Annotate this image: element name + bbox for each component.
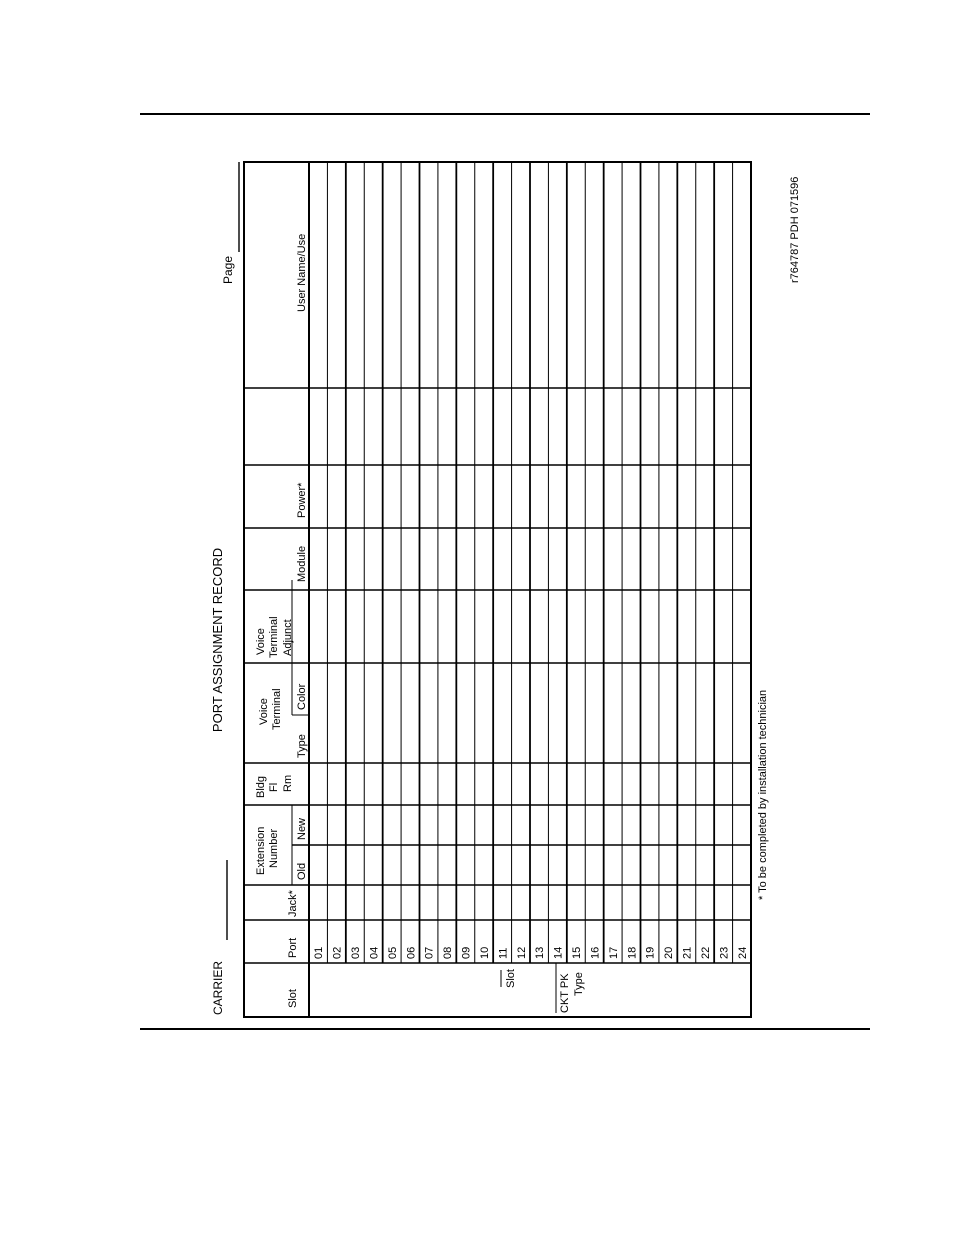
port-number: 18 [626,946,639,959]
port-number: 20 [663,946,676,959]
page-field [221,162,239,284]
header-type: Type [296,734,308,758]
header-bldg: Bldg [255,775,267,798]
top-rule [140,113,870,115]
header-fl: Fl [268,782,280,792]
header-port: Port [287,937,299,958]
header-module: Module [296,545,308,582]
port-number: 06 [405,946,418,959]
port-number: 01 [313,946,326,959]
port-number: 10 [478,946,491,959]
header-extension-2: Number [268,828,280,868]
port-assignment-form [212,160,812,1020]
port-number: 15 [571,946,584,959]
port-number: 21 [681,946,694,959]
figure-id: r764787 PDH 071596 [789,176,801,283]
carrier-field [211,860,227,1015]
port-number: 08 [442,946,455,959]
port-number: 02 [331,946,344,959]
port-number: 07 [423,946,436,959]
row-rules [327,162,732,963]
header-adjunct-1: Voice [255,628,267,655]
header-jack: Jack* [287,890,299,917]
port-number: 04 [368,946,381,959]
slot-side-labels [501,963,585,1013]
header-extension-1: Extension [255,826,267,875]
header-new: New [296,817,308,840]
port-number: 22 [699,946,712,959]
port-number: 14 [552,946,565,959]
column-separators [244,388,751,963]
port-number: 16 [589,946,602,959]
port-number: 13 [534,946,547,959]
port-number: 09 [460,946,473,959]
form-title: PORT ASSIGNMENT RECORD [210,547,225,733]
port-number: 24 [736,946,749,959]
page-label: Page [221,255,235,284]
port-number: 11 [497,947,510,959]
header-voice-terminal-1: Voice [258,698,270,725]
footnote: * To be completed by installation technician [757,689,769,900]
header-color: Color [296,683,308,710]
bottom-rule [140,1028,870,1030]
header-voice-terminal-2: Terminal [271,688,283,730]
header-slot: Slot [287,989,299,1008]
header-adjunct-3: Adjunct [282,619,294,656]
port-number: 23 [718,946,731,959]
port-number: 05 [386,946,399,959]
slot-side-ckt-pk: CKT PK [559,973,571,1013]
port-number: 12 [515,946,528,959]
form-drawing [212,160,812,1020]
header-old: Old [296,862,308,880]
header-power: Power* [296,482,308,518]
carrier-label: CARRIER [211,960,225,1015]
port-numbers [313,947,749,959]
port-number: 17 [607,946,620,959]
header-labels [255,234,308,1008]
header-user-name-use: User Name/Use [296,233,308,312]
header-rm: Rm [282,774,294,792]
slot-side-slot: Slot [505,969,517,988]
slot-side-type: Type [573,972,585,996]
port-number: 03 [350,946,363,959]
header-adjunct-2: Terminal [268,616,280,658]
port-number: 19 [644,946,657,959]
